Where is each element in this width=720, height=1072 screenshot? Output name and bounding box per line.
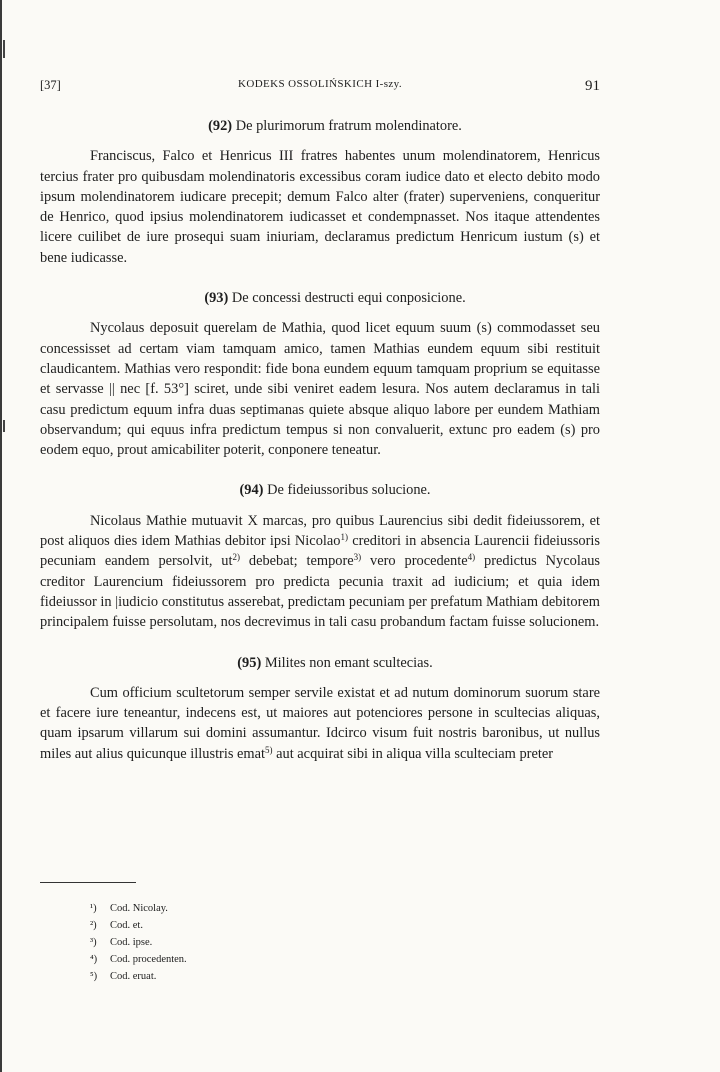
section-94 — [40, 480, 600, 632]
footnote-reference: 5) — [265, 744, 273, 755]
footnote-text: Cod. Nicolay. — [110, 903, 168, 914]
footnote — [90, 951, 187, 968]
text-run: creditori in absencia Laurencii fideiussoris pecuniam eandem persolvit, ut — [40, 533, 601, 570]
footnote — [90, 968, 187, 985]
section-heading — [40, 653, 600, 673]
text-run: Nicolaus Mathie mutuavit X marcas, pro quibus Laurencius sibi dedit fideiussorem, et post aliquos dies idem Mathias debitor ipsi Nicolao — [40, 512, 600, 550]
footnotes — [90, 900, 187, 985]
text-run: Nycolaus deposuit querelam de Mathia, quod licet equum suum (s) commodasset seu concessisset ad certam viam tamquam amico, tamen Mathias eundem equum sibi restituit claudicantem. Mathias vero respondit: fide bona eundem equum tamquam proprium se equitasse et servasse || nec [f. 53°] sciret, unde sibi veniret eadem lesura. Nos autem declaramus in tali casu predictum equum infra duas septimanas quiete absque aliquo labore per eundem Mathiam observandum; qui equus infra predictum tempus si non convaluerit, extunc pro eadem (s) pro eodem equo, prout amicabiliter poterit, conponere teneatur. — [40, 320, 600, 459]
section-number: (94) — [239, 482, 264, 499]
main-text — [40, 116, 600, 764]
section-body — [40, 511, 600, 633]
edge-mark — [3, 420, 5, 432]
section-heading — [40, 116, 600, 136]
footnote-reference: 3) — [353, 552, 362, 563]
section-95 — [40, 653, 600, 764]
footnote-reference: 2) — [232, 552, 240, 563]
footnote-text: Cod. eruat. — [110, 971, 157, 982]
section-heading — [40, 480, 600, 500]
text-run: predictus Nycolaus creditor Laurencium fideiussorem pro predicta pecunia traxit ad iudicium; et quia idem fideiussor in |iudicio constitutus asserebat, predictam pecuniam per prefatum Mathiam debitorem principalem fuisse persolutam, nos decrevimus in tali casu probandum factam fuisse solucionem. — [40, 553, 601, 631]
footnote-rule — [40, 882, 136, 883]
text-run: debebat; tempore — [240, 553, 354, 570]
footnote — [90, 900, 187, 917]
section-body — [40, 318, 600, 460]
footnote-mark: ³) — [90, 937, 97, 948]
footnote-mark: ⁵) — [90, 971, 98, 982]
section-title: De plurimorum fratrum molendinatore. — [235, 118, 462, 134]
footnote-reference: 4) — [467, 552, 476, 563]
section-title: Milites non emant scultecias. — [264, 654, 433, 671]
section-92 — [40, 116, 600, 268]
running-title: KODEKS OSSOLIŃSKICH I-szy. — [238, 78, 402, 90]
section-number: (92) — [208, 118, 233, 134]
footnote — [90, 934, 187, 951]
footnote — [90, 917, 187, 934]
footnote-mark: ²) — [90, 920, 97, 931]
running-header — [40, 78, 600, 100]
section-body — [40, 146, 600, 268]
text-run: Cum officium scultetorum semper servile existat et ad nutum dominorum suorum stare et facere iure teneantur, indecens est, ut maiores aut potenciores persone in scultecias aliquas, quam ipsarum villarum sui domini assumantur. Idcirco visum fuit nostris baronibus, ut nullus miles aut alius quicunque illustris emat — [40, 684, 600, 762]
section-title: De concessi destructi equi conposicione. — [231, 290, 466, 307]
section-number: (95) — [237, 654, 262, 671]
footnote-mark: ⁴) — [90, 954, 98, 965]
footnote-text: Cod. ipse. — [110, 937, 153, 948]
footnote-mark: ¹) — [90, 903, 97, 914]
text-run: aut acquirat sibi in aliqua villa sculteciam preter — [272, 745, 554, 762]
page-edge-line — [0, 0, 2, 1072]
section-reference: [37] — [40, 78, 61, 92]
edge-mark — [3, 40, 5, 58]
page-number: 91 — [585, 78, 600, 94]
section-body — [40, 683, 600, 764]
section-title: De fideiussoribus solucione. — [267, 482, 431, 499]
section-93 — [40, 288, 600, 460]
section-number: (93) — [204, 290, 229, 307]
section-heading — [40, 288, 600, 308]
footnote-reference: 1) — [340, 532, 348, 543]
footnote-text: Cod. et. — [110, 920, 143, 931]
text-run: vero procedente — [361, 553, 468, 570]
text-run: Franciscus, Falco et Henricus III fratres habentes unum molendinatorem, Henricus tercius frater pro quibusdam molendinatoris excessibus coram iudice dato et electo debito modo ipsum molendinatorem iudicare precepit; demum Falco alter (frater) superveniens, conqueritur de Henrico, quod ipsius molendinatorem iudicasset et condempnasset. Nos itaque attendentes licere cuilibet de iure prosequi suam iniuriam, declaramus predictum Henricum iustum (s) et bene iudicasse. — [40, 148, 600, 266]
footnote-text: Cod. procedenten. — [110, 954, 187, 965]
